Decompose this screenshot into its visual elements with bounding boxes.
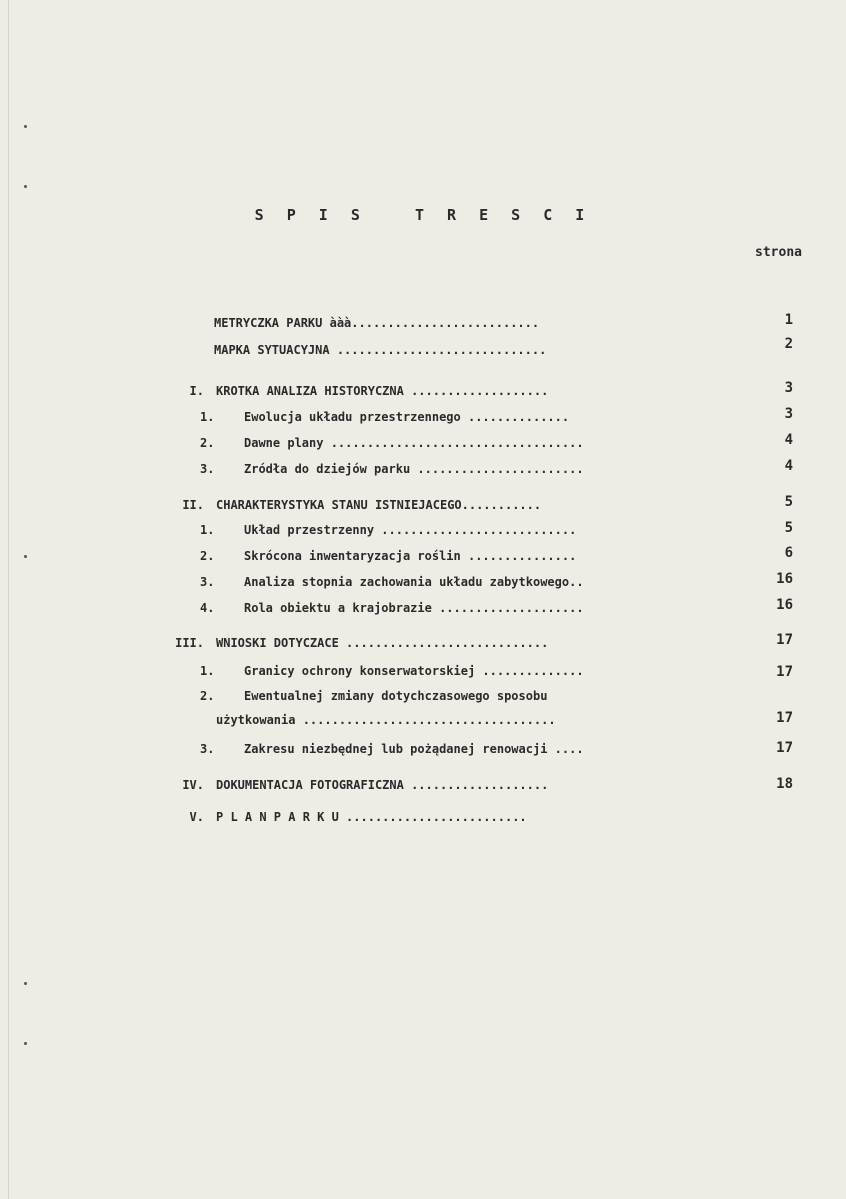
toc-entry-number: 3.: [200, 575, 215, 589]
toc-entry: [150, 810, 740, 830]
toc-entry-label: Analiza stopnia zachowania układu zabytkowego..: [244, 575, 584, 589]
toc-entry: [150, 549, 740, 569]
toc-entry-number: 1.: [200, 664, 215, 678]
toc-entry: [150, 664, 740, 684]
toc-entry: [150, 523, 740, 543]
toc-entry-label: Dawne plany ...................................: [244, 436, 584, 450]
toc-entry-label: DOKUMENTACJA FOTOGRAFICZNA ...................: [216, 778, 549, 792]
toc-entry-label: Układ przestrzenny ...........................: [244, 523, 577, 537]
toc-entry-number: 2.: [200, 689, 215, 703]
toc-entry-page: 2: [784, 336, 793, 352]
toc-entry-page: 5: [784, 494, 793, 510]
toc-entry-number: 3.: [200, 742, 215, 756]
toc-entry-number: 2.: [200, 436, 215, 450]
toc-entry-page: 3: [784, 406, 793, 422]
toc-entry-label: P L A N P A R K U .........................: [216, 810, 527, 824]
toc-entry: [150, 316, 740, 336]
toc-entry: [150, 410, 740, 430]
toc-entry-number: IV.: [182, 778, 204, 792]
page-column-label: strona: [755, 245, 802, 260]
toc-entry-number: II.: [182, 498, 204, 512]
toc-entry-page: 1: [784, 312, 793, 328]
toc-entry-page: 17: [776, 740, 793, 756]
toc-entry: [150, 575, 740, 595]
toc-entry-page: 17: [776, 710, 793, 726]
toc-entry: [150, 384, 740, 404]
toc-entry-page: 16: [776, 597, 793, 613]
toc-entry: [150, 498, 740, 518]
toc-entry-page: 5: [784, 520, 793, 536]
toc-entry-number: 2.: [200, 549, 215, 563]
toc-entry-page: 3: [784, 380, 793, 396]
toc-entry-number: I.: [189, 384, 204, 398]
toc-entry: [150, 436, 740, 456]
toc-entry-label: Ewentualnej zmiany dotychczasowego sposobu: [244, 689, 548, 703]
toc-entry: [150, 343, 740, 363]
toc-entry: [150, 601, 740, 621]
toc-entry-label: użytkowania ...................................: [216, 713, 556, 727]
toc-entry-label: MAPKA SYTUACYJNA .............................: [214, 343, 547, 357]
toc-entry-page: 16: [776, 571, 793, 587]
toc-entry: [150, 636, 740, 656]
page-title: S P I S T R E S C I: [254, 206, 592, 224]
toc-entry-label: Rola obiektu a krajobrazie ....................: [244, 601, 584, 615]
toc-entry-number: 1.: [200, 523, 215, 537]
toc-entry-label: WNIOSKI DOTYCZACE ............................: [216, 636, 549, 650]
toc-entry-page: 4: [784, 432, 793, 448]
toc-entry-label: CHARAKTERYSTYKA STANU ISTNIEJACEGO...........: [216, 498, 542, 512]
toc-entry-page: 6: [784, 545, 793, 561]
toc-entry-label: Zakresu niezbędnej lub pożądanej renowacji ....: [244, 742, 584, 756]
toc-entry-number: 1.: [200, 410, 215, 424]
toc-entry-label: Skrócona inwentaryzacja roślin ...............: [244, 549, 577, 563]
toc-entry-number: V.: [189, 810, 204, 824]
toc-entry-number: 4.: [200, 601, 215, 615]
toc-entry-page: 4: [784, 458, 793, 474]
toc-entry-label: Ewolucja układu przestrzennego ..............: [244, 410, 570, 424]
toc-entry: [150, 742, 740, 762]
toc-entry-label: Granicy ochrony konserwatorskiej ..............: [244, 664, 584, 678]
toc-entry-label: KROTKA ANALIZA HISTORYCZNA ...................: [216, 384, 549, 398]
toc-entry-page: 17: [776, 632, 793, 648]
toc-entry-page: 17: [776, 664, 793, 680]
toc-entry-number: 3.: [200, 462, 215, 476]
toc-entry: [150, 689, 740, 709]
toc-entry: [150, 778, 740, 798]
toc-entry-label: Zródła do dziejów parku .......................: [244, 462, 584, 476]
toc-entry: [150, 713, 740, 733]
toc-entry-page: 18: [776, 776, 793, 792]
toc-entry-label: METRYCZKA PARKU ààà..........................: [214, 316, 540, 330]
toc-entry-number: III.: [175, 636, 204, 650]
toc-entry: [150, 462, 740, 482]
